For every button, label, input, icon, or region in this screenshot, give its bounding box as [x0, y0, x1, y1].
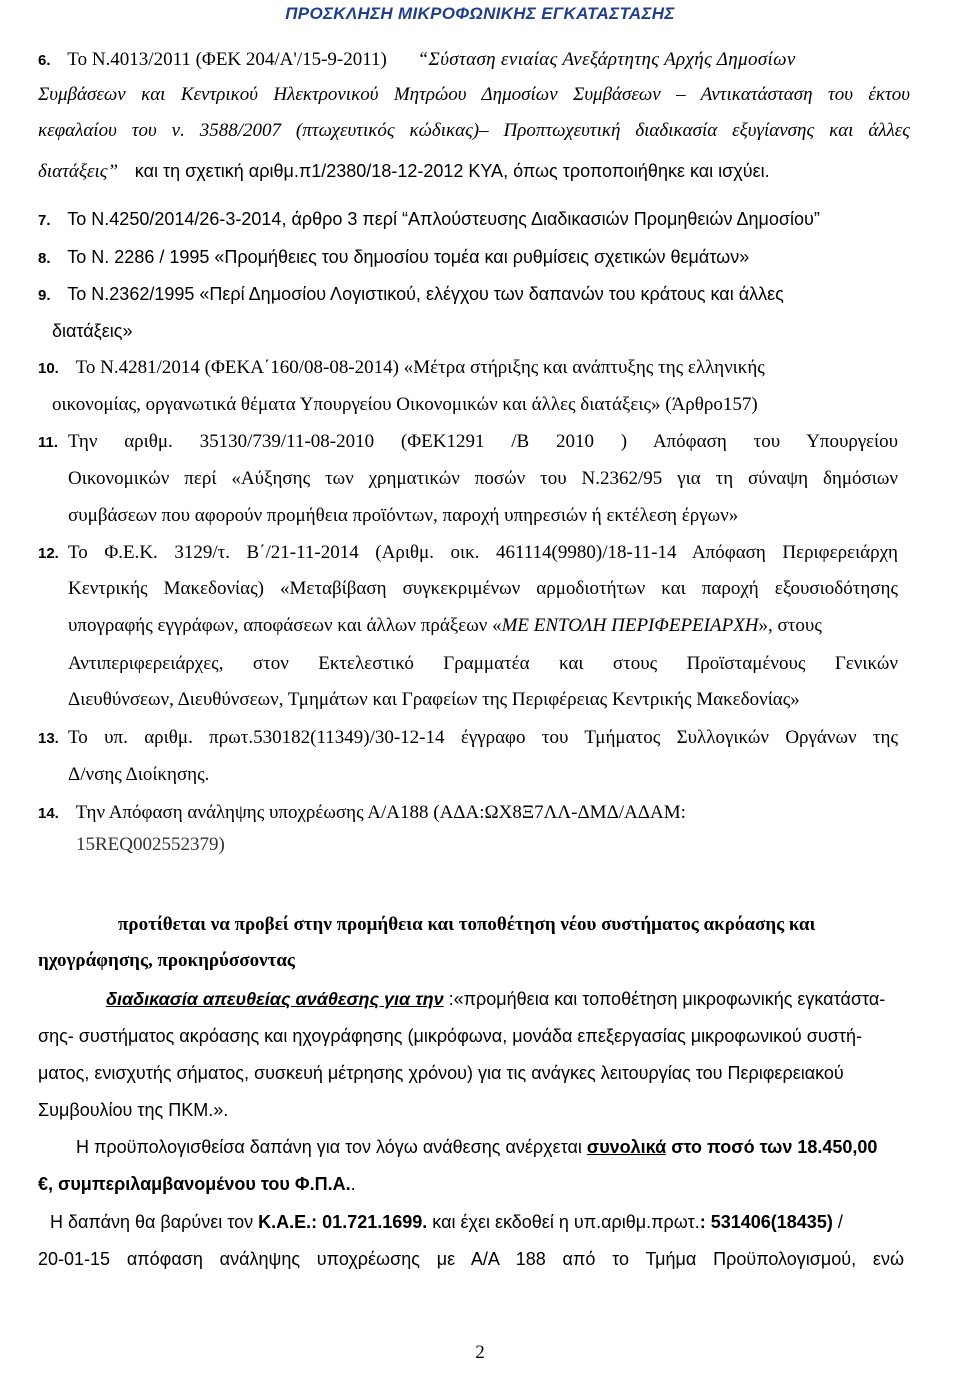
decision-line-5: ματος, ενισχυτής σήματος, συσκευή μέτρησης χρόνου) για τις ανάγκες λειτουργίας του Περιφερειακού [38, 1063, 844, 1083]
item-10-line-1: 10. Το Ν.4281/2014 (ΦΕΚΑ΄160/08-08-2014) «Μέτρα στήριξης και ανάπτυξης της ελληνικής [38, 357, 765, 378]
item-10-line-2: οικονομίας, οργανωτικά θέματα Υπουργείου Οικονομικών και άλλες διατάξεις» (Άρθρο157) [52, 394, 758, 415]
page-number: 2 [475, 1342, 485, 1363]
item-13-number: 13. [38, 730, 59, 747]
item-13-line-1: Το υπ. αριθμ. πρωτ.530182(11349)/30-12-14 έγγραφο του Τμήματος Συλλογικών Οργάνων της [68, 727, 898, 748]
item-11-line-1: 11. [38, 434, 59, 451]
item-6-line-3: κεφαλαίου του ν. 3588/2007 (πτωχευτικός κώδικας)– Προπτωχευτική διαδικασία εξυγίανσης και άλλες [38, 120, 910, 141]
decision-line-4: σης- συστήματος ακρόασης και ηχογράφησης (μικρόφωνα, μονάδα επεξεργασίας μικροφωνικού συστή- [38, 1026, 862, 1046]
item-11-line-1-text: Την αριθμ. 35130/739/11-08-2010 (ΦΕΚ1291 /Β 2010 ) Απόφαση του Υπουργείου [68, 431, 898, 452]
decision-line-2: ηχογράφησης, προκηρύσσοντας [38, 950, 295, 971]
budget-line-1: Η προϋπολογισθείσα δαπάνη για τον λόγω ανάθεσης ανέρχεται συνολικά στο ποσό των 18.450,00 [76, 1137, 878, 1157]
item-6-line-2: Συμβάσεων και Κεντρικού Ηλεκτρονικού Μητρώου Δημοσίων Συμβάσεων – Αντικατάσταση του έκτου [38, 84, 910, 105]
item-12-line-1: Το Φ.Ε.Κ. 3129/τ. Β΄/21-11-2014 (Αριθμ. οικ. 461114(9980)/18-11-14 Απόφαση Περιφερειάρχη [68, 542, 898, 563]
item-6-line-1: 6. Το Ν.4013/2011 (ΦΕΚ 204/Α'/15-9-2011) “Σύσταση ενιαίας Ανεξάρτητης Αρχής Δημοσίων [38, 49, 796, 70]
item-12-line-2: Κεντρικής Μακεδονίας) «Μεταβίβαση συγκεκριμένων αρμοδιοτήτων και παροχή εξουσιοδότησης [68, 578, 898, 599]
page-header-title: ΠΡΟΣΚΛΗΣΗ ΜΙΚΡΟΦΩΝΙΚΗΣ ΕΓΚΑΤΑΣΤΑΣΗΣ [285, 4, 675, 23]
item-12-number: 12. [38, 545, 59, 562]
item-7: 7. Το Ν.4250/2014/26-3-2014, άρθρο 3 περί “Απλούστευσης Διαδικασιών Προμηθειών Δημοσίου” [38, 209, 820, 229]
budget-line-2: €, συμπεριλαμβανομένου του Φ.Π.Α.. [38, 1174, 356, 1194]
item-12-line-4: Αντιπεριφερειάρχες, στον Εκτελεστικό Γραμματέα και στους Προϊσταμένους Γενικών [68, 653, 898, 674]
decision-line-1: προτίθεται να προβεί στην προμήθεια και τοποθέτηση νέου συστήματος ακρόασης και [118, 914, 816, 935]
item-13-line-2: Δ/νσης Διοίκησης. [68, 764, 210, 785]
budget-line-4: 20-01-15 απόφαση ανάληψης υποχρέωσης με Α/Α 188 από το Τμήμα Προϋπολογισμού, ενώ [38, 1249, 904, 1269]
item-number: 6. [38, 52, 51, 69]
item-9-line-2: διατάξεις» [52, 321, 133, 341]
item-12-line-5: Διευθύνσεων, Διευθύνσεων, Τμημάτων και Γραφείων της Περιφέρειας Κεντρικής Μακεδονίας» [68, 689, 800, 710]
item-11-line-2: Οικονομικών περί «Αύξησης των χρηματικών ποσών του Ν.2362/95 για τη σύναψη δημόσιων [68, 468, 898, 489]
item-8: 8. Το Ν. 2286 / 1995 «Προμήθειες του δημοσίου τομέα και ρυθμίσεις σχετικών θεμάτων» [38, 247, 750, 267]
item-6-line-4: διατάξεις” και τη σχετική αριθμ.π1/2380/18-12-2012 ΚΥΑ, όπως τροποποιήθηκε και ισχύει. [38, 161, 770, 182]
item-14-line-1: 14. Την Απόφαση ανάληψης υποχρέωσης Α/Α188 (ΑΔΑ:ΩΧ8Ξ7ΛΛ-ΔΜΔ/ΑΔΑΜ: [38, 802, 686, 823]
budget-line-3: Η δαπάνη θα βαρύνει τον Κ.Α.Ε.: 01.721.1699. και έχει εκδοθεί η υπ.αριθμ.πρωτ.: 531406(18435) / [50, 1212, 843, 1232]
item-14-line-2: 15REQ002552379) [76, 834, 225, 855]
item-9-line-1: 9. Το Ν.2362/1995 «Περί Δημοσίου Λογιστικού, ελέγχου των δαπανών του κράτους και άλλες [38, 284, 784, 304]
decision-line-6: Συμβουλίου της ΠΚΜ.». [38, 1100, 229, 1120]
decision-line-3: διαδικασία απευθείας ανάθεσης για την :«προμήθεια και τοποθέτηση μικροφωνικής εγκατάστα- [106, 989, 886, 1009]
item-12-line-3: υπογραφής εγγράφων, αποφάσεων και άλλων πράξεων «ΜΕ ΕΝΤΟΛΗ ΠΕΡΙΦΕΡΕΙΑΡΧΗ», στους [68, 615, 822, 636]
item-11-line-3: συμβάσεων που αφορούν προμήθεια προϊόντων, παροχή υπηρεσιών ή εκτέλεση έργων» [68, 505, 739, 526]
